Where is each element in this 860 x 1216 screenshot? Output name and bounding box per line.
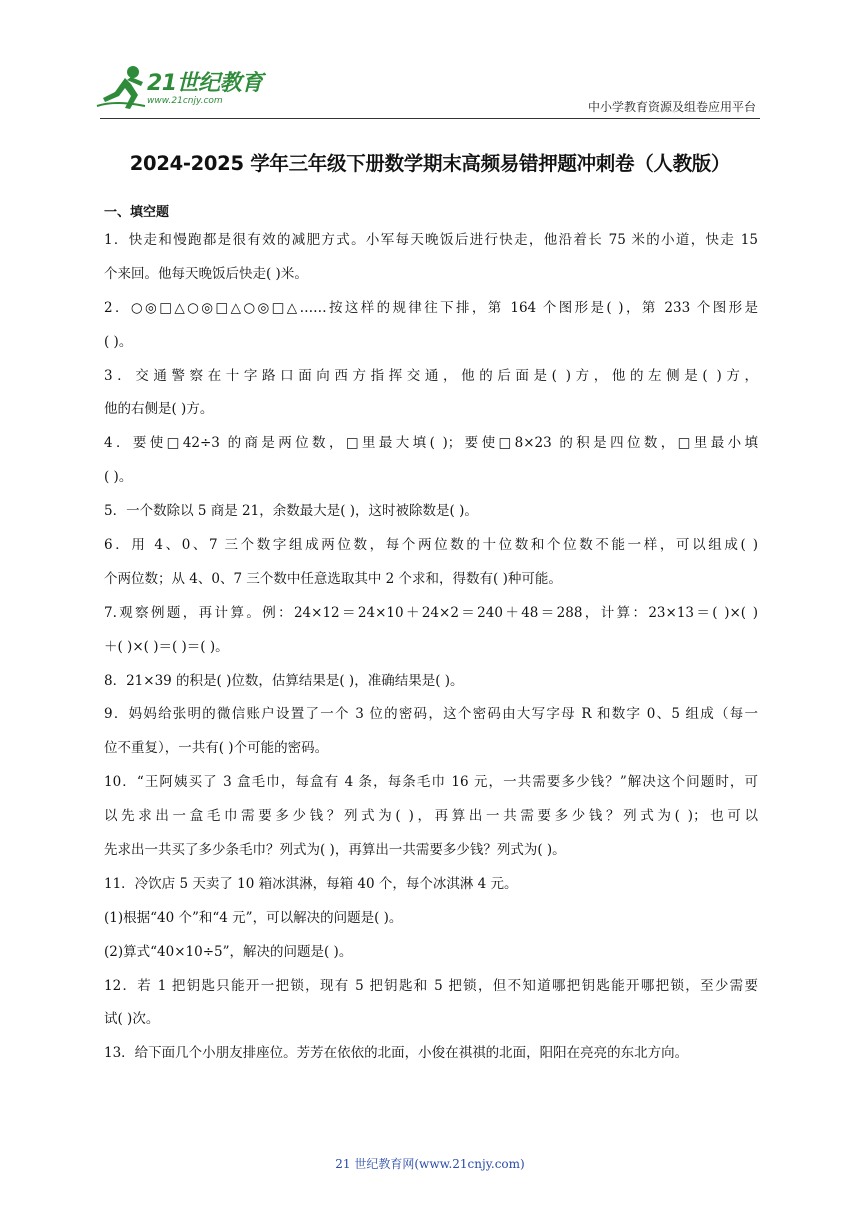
header-divider (100, 118, 760, 119)
text-line: 3．交通警察在十字路口面向西方指挥交通，他的后面是( )方，他的左侧是( )方， (104, 367, 758, 384)
text-line: 他的右侧是( )方。 (104, 401, 214, 418)
platform-name: 中小学教育资源及组卷应用平台 (587, 100, 756, 114)
text-line: 个两位数；从 4、0、7 三个数中任意选取其中 2 个求和，得数有( )种可能。 (104, 570, 562, 587)
text-line: 9．妈妈给张明的微信账户设置了一个 3 位的密码，这个密码由大写字母 R 和数字 0、5 组成（每一 (104, 706, 758, 723)
section-heading: 一、填空题 (104, 205, 170, 220)
text-line: (1)根据“40 个”和“4 元”，可以解决的问题是( )。 (104, 909, 403, 926)
logo-text: 21世纪教育 (147, 71, 263, 96)
text-line: 5．一个数除以 5 商是 21，余数最大是( )，这时被除数是( )。 (104, 503, 478, 520)
page-footer: 21 世纪教育网(www.21cnjy.com) (335, 1157, 525, 1171)
text-line: 8．21×39 的积是( )位数，估算结果是( )，准确结果是( )。 (104, 672, 464, 689)
question-body (104, 224, 758, 1071)
text-line: 10．“王阿姨买了 3 盒毛巾，每盒有 4 条，每条毛巾 16 元，一共需要多少钱？”解决这个问题时，可 (104, 774, 758, 791)
text-line: 12．若 1 把钥匙只能开一把锁，现有 5 把钥匙和 5 把锁，但不知道哪把钥匙能开哪把锁，至少需要 (104, 977, 758, 994)
page-header (0, 0, 860, 130)
document-title: 2024-2025 学年三年级下册数学期末高频易错押题冲刺卷（人教版） (129, 152, 731, 175)
text-line: ( )。 (104, 333, 133, 350)
text-line: ＋( )×( )＝( )＝( )。 (104, 638, 229, 655)
runner-logo-icon (95, 62, 155, 112)
text-line: 试( )次。 (104, 1011, 160, 1028)
text-line: (2)算式“40×10÷5”，解决的问题是( )。 (104, 943, 353, 960)
text-line: 位不重复），一共有( )个可能的密码。 (104, 740, 329, 757)
text-line: 4．要使□42÷3 的商是两位数，□里最大填( )；要使□8×23 的积是四位数，□里最小填 (104, 435, 758, 452)
text-line: ( )。 (104, 469, 133, 486)
text-line: 6．用 4、0、7 三个数字组成两位数，每个两位数的十位数和个位数不能一样，可以组成( ) (104, 537, 758, 554)
text-line: 1．快走和慢跑都是很有效的减肥方式。小军每天晚饭后进行快走，他沿着长 75 米的小道，快走 15 (104, 232, 758, 248)
text-line: 2．○◎□△○◎□△○◎□△……按这样的规律往下排，第 164 个图形是( )，第 233 个图形是 (104, 299, 758, 316)
text-line: 个来回。他每天晚饭后快走( )米。 (104, 265, 308, 282)
text-line: 13．给下面几个小朋友排座位。芳芳在依依的北面，小俊在祺祺的北面，阳阳在亮亮的东北方向。 (104, 1045, 689, 1062)
text-line: 7.观察例题，再计算。例：24×12＝24×10＋24×2＝240＋48＝288，计算：23×13＝( )×( ) (104, 604, 758, 621)
site-logo (95, 62, 265, 118)
logo-url: www.21cnjy.com (147, 96, 223, 106)
text-line: 先求出一共买了多少条毛巾？列式为( )，再算出一共需要多少钱？列式为( )。 (104, 842, 566, 859)
text-line: 11．冷饮店 5 天卖了 10 箱冰淇淋，每箱 40 个，每个冰淇淋 4 元。 (104, 875, 518, 892)
text-line: 以先求出一盒毛巾需要多少钱？列式为( )，再算出一共需要多少钱？列式为( )；也可以 (104, 808, 758, 825)
